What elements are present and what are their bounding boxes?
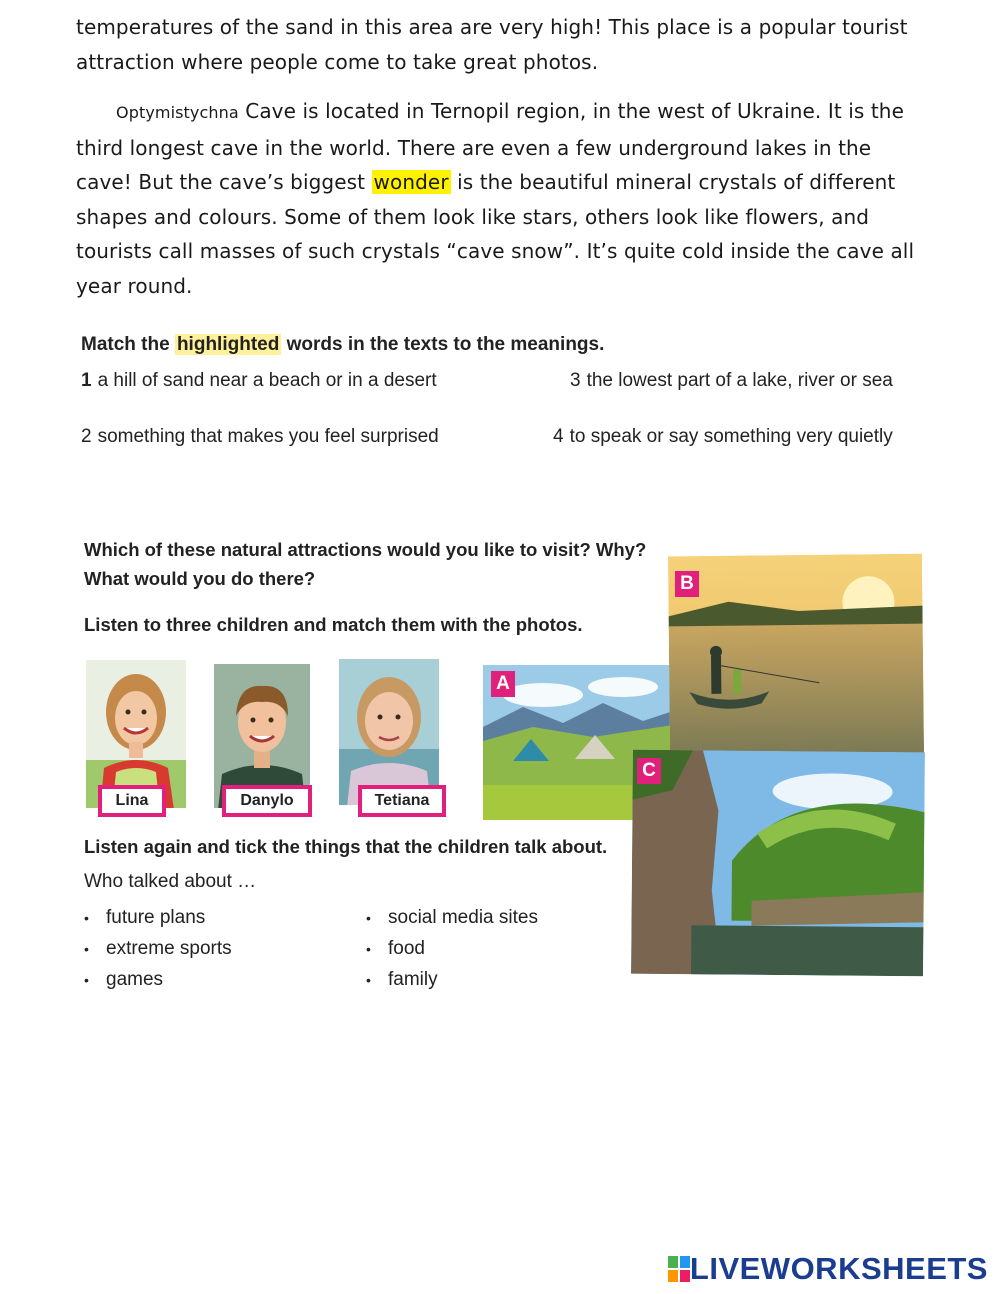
brand-text: LIVEWORKSHEETS [689,1251,988,1286]
topic-item [366,933,538,964]
paragraph-2-text-a: Cave is located in Ternopil region, in the west of Ukraine. It is the third longest cave in the world. There are even a few underground lakes in the cave! But the cave’s biggest [76,99,904,194]
photo-label-a: A [491,671,515,697]
topic-text: food [388,938,425,959]
exercise-3-subtitle: Who talked about … [84,871,257,892]
topic-item [84,964,232,995]
bullet-icon: • [366,941,371,957]
paragraph-2-text-b: is the beautiful mineral crystals of different shapes and colours. Some of them look like stars, others look like flowers, and tourists call masses of such crystals “cave snow”. It’s quite cold inside the cave all year round. [76,170,915,298]
photo-label-b: B [675,571,699,597]
reading-paragraph-1: temperatures of the sand in this area are very high! This place is a popular tourist attraction where people come to take great photos. [76,15,908,74]
exercise-3-title: Listen again and tick the things that the children talk about. [84,836,608,857]
exercise-2-question-line-1: Which of these natural attractions would you like to visit? Why? [84,539,647,560]
reading-text [76,10,926,303]
reading-paragraph-2 [76,94,926,303]
photo-c-canyon-river [631,750,925,977]
highlighted-word-wonder: wonder [373,170,449,194]
exercise-2-question-line-2: What would you do there? [84,568,316,589]
topic-item [366,964,538,995]
bullet-icon: • [84,972,89,988]
exercise-1-title [81,334,604,356]
meaning-text: the lowest part of a lake, river or sea [586,370,893,391]
photo-tetiana [339,659,439,805]
meaning-item-1 [81,370,437,392]
topic-item [84,902,232,933]
topic-item [84,933,232,964]
bullet-icon: • [366,972,371,988]
exercise-1-title-a: Match the [81,334,175,355]
name-tag-tetiana: Tetiana [358,785,446,817]
meaning-number: 2 [81,426,92,447]
name-tag-lina: Lina [98,785,166,817]
meaning-item-3 [570,370,893,392]
meaning-text: something that makes you feel surprised [97,426,439,447]
exercise-2-instruction: Listen to three children and match them with the photos. [84,614,583,635]
exercise-1-title-highlight: highlighted [176,334,280,355]
lake-fishing-icon [668,554,924,757]
meaning-number: 4 [553,426,564,447]
liveworksheets-brand [668,1251,988,1287]
meaning-text: to speak or say something very quietly [569,426,893,447]
topic-text: family [388,969,438,990]
liveworksheets-logo-icon [668,1256,690,1282]
meaning-number: 1 [81,370,92,391]
topic-item [366,902,538,933]
bullet-icon: • [84,910,89,926]
photo-b-lake-fishing [668,554,924,757]
meaning-number: 3 [570,370,581,391]
bullet-icon: • [366,910,371,926]
photo-label-c: C [637,758,661,784]
topic-list-left [84,902,232,995]
meaning-item-4 [553,426,893,448]
topic-list-right [366,902,538,995]
meaning-text: a hill of sand near a beach or in a desert [97,370,437,391]
bullet-icon: • [84,941,89,957]
topic-text: games [106,969,164,990]
canyon-river-icon [631,750,925,977]
name-tag-danylo: Danylo [222,785,312,817]
topic-text: future plans [106,907,206,928]
cave-name: Optymistychna [116,103,239,122]
exercise-1-title-b: words in the texts to the meanings. [281,334,605,355]
tetiana-portrait-icon [339,659,439,805]
topic-text: social media sites [388,907,538,928]
topic-text: extreme sports [106,938,232,959]
meaning-item-2 [81,426,439,448]
